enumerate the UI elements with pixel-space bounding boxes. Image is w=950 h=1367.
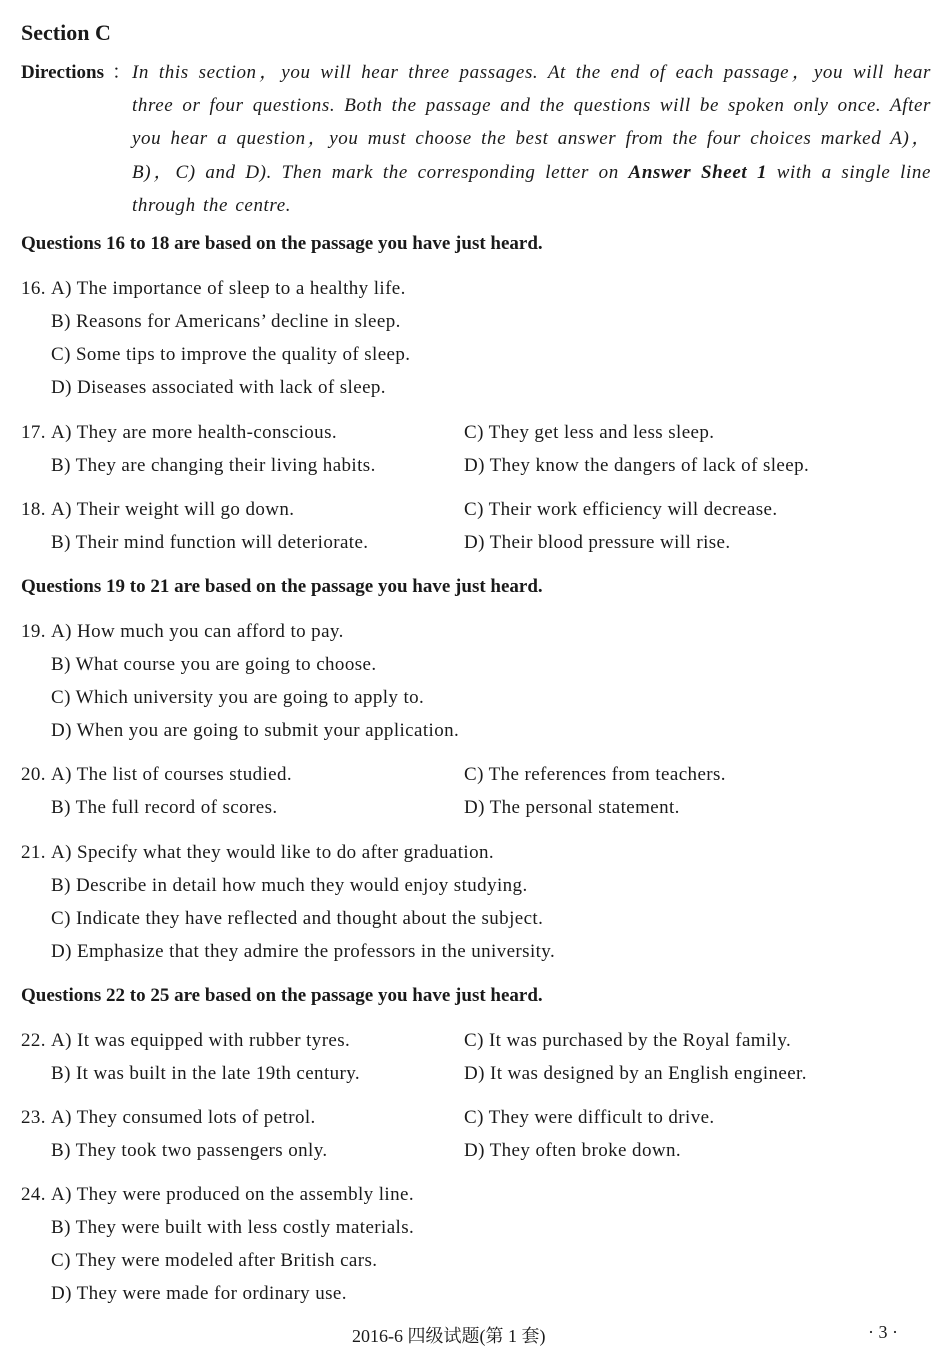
option-c[interactable]: C) Their work efficiency will decrease. <box>464 499 778 520</box>
option-d[interactable]: D) It was designed by an English engineer. <box>464 1063 807 1084</box>
option-b[interactable]: B) They took two passengers only. <box>51 1140 328 1161</box>
option-d[interactable]: D) Emphasize that they admire the professors in the university. <box>51 941 556 962</box>
directions-text-part1: In this section，you will hear three passages. At the end of each passage，you will hear three or four questions. Both the passage and the questions will be spoken only once. After you hear a question，you must choose the best answer from the four choices marked A)，B)，C) and D). Then mark the corresponding letter on <box>132 62 931 183</box>
directions-colon: ： <box>112 62 132 83</box>
directions-text <box>132 56 931 222</box>
option-c[interactable]: C) Some tips to improve the quality of sleep. <box>51 344 411 365</box>
option-d[interactable]: D) Their blood pressure will rise. <box>464 532 731 553</box>
option-a[interactable]: A) Their weight will go down. <box>51 499 295 520</box>
option-d[interactable]: D) They know the dangers of lack of sleep. <box>464 455 810 476</box>
option-a[interactable]: A) How much you can afford to pay. <box>51 621 344 642</box>
question-number: 24. <box>21 1184 46 1205</box>
option-b[interactable]: B) What course you are going to choose. <box>51 654 377 675</box>
option-b[interactable]: B) It was built in the late 19th century. <box>51 1063 361 1084</box>
question-number: 18. <box>21 499 46 520</box>
exam-title-footer: 2016-6 四级试题(第 1 套) <box>352 1326 546 1346</box>
section-title: Section C <box>21 20 111 45</box>
option-c[interactable]: C) Which university you are going to apply to. <box>51 687 425 708</box>
question-number: 16. <box>21 278 46 299</box>
question-number: 20. <box>21 764 46 785</box>
question-number: 21. <box>21 842 46 863</box>
page-number: · 3 · <box>868 1322 898 1342</box>
option-b[interactable]: B) Their mind function will deteriorate. <box>51 532 369 553</box>
option-b[interactable]: B) Describe in detail how much they would enjoy studying. <box>51 875 528 896</box>
question-number: 23. <box>21 1107 46 1128</box>
directions-block <box>21 56 931 222</box>
option-a[interactable]: A) Specify what they would like to do after graduation. <box>51 842 495 863</box>
question-number: 19. <box>21 621 46 642</box>
option-b[interactable]: B) The full record of scores. <box>51 797 278 818</box>
option-d[interactable]: D) The personal statement. <box>464 797 680 818</box>
group-heading-16-18: Questions 16 to 18 are based on the passage you have just heard. <box>21 233 543 254</box>
group-heading-22-25: Questions 22 to 25 are based on the passage you have just heard. <box>21 985 543 1006</box>
option-d[interactable]: D) They often broke down. <box>464 1140 682 1161</box>
option-d[interactable]: D) When you are going to submit your application. <box>51 720 460 741</box>
option-a[interactable]: A) The importance of sleep to a healthy life. <box>51 278 406 299</box>
option-b[interactable]: B) They are changing their living habits. <box>51 455 376 476</box>
answer-sheet-reference: Answer Sheet 1 <box>628 161 768 183</box>
option-c[interactable]: C) They were difficult to drive. <box>464 1107 715 1128</box>
question-number: 17. <box>21 422 46 443</box>
option-b[interactable]: B) Reasons for Americans’ decline in sleep. <box>51 311 401 332</box>
option-c[interactable]: C) The references from teachers. <box>464 764 726 785</box>
option-a[interactable]: A) They are more health-conscious. <box>51 422 338 443</box>
option-c[interactable]: C) They were modeled after British cars. <box>51 1250 378 1271</box>
directions-label: Directions <box>21 62 105 83</box>
option-c[interactable]: C) It was purchased by the Royal family. <box>464 1030 792 1051</box>
option-a[interactable]: A) It was equipped with rubber tyres. <box>51 1030 351 1051</box>
directions-text-part2: with a single line through the centre. <box>132 161 931 216</box>
option-d[interactable]: D) Diseases associated with lack of sleep. <box>51 377 386 398</box>
option-a[interactable]: A) They consumed lots of petrol. <box>51 1107 316 1128</box>
option-c[interactable]: C) They get less and less sleep. <box>464 422 715 443</box>
option-c[interactable]: C) Indicate they have reflected and thought about the subject. <box>51 908 544 929</box>
option-a[interactable]: A) They were produced on the assembly line. <box>51 1184 414 1205</box>
group-heading-19-21: Questions 19 to 21 are based on the passage you have just heard. <box>21 576 543 597</box>
option-b[interactable]: B) They were built with less costly materials. <box>51 1217 415 1238</box>
option-a[interactable]: A) The list of courses studied. <box>51 764 293 785</box>
question-number: 22. <box>21 1030 46 1051</box>
option-d[interactable]: D) They were made for ordinary use. <box>51 1283 347 1304</box>
